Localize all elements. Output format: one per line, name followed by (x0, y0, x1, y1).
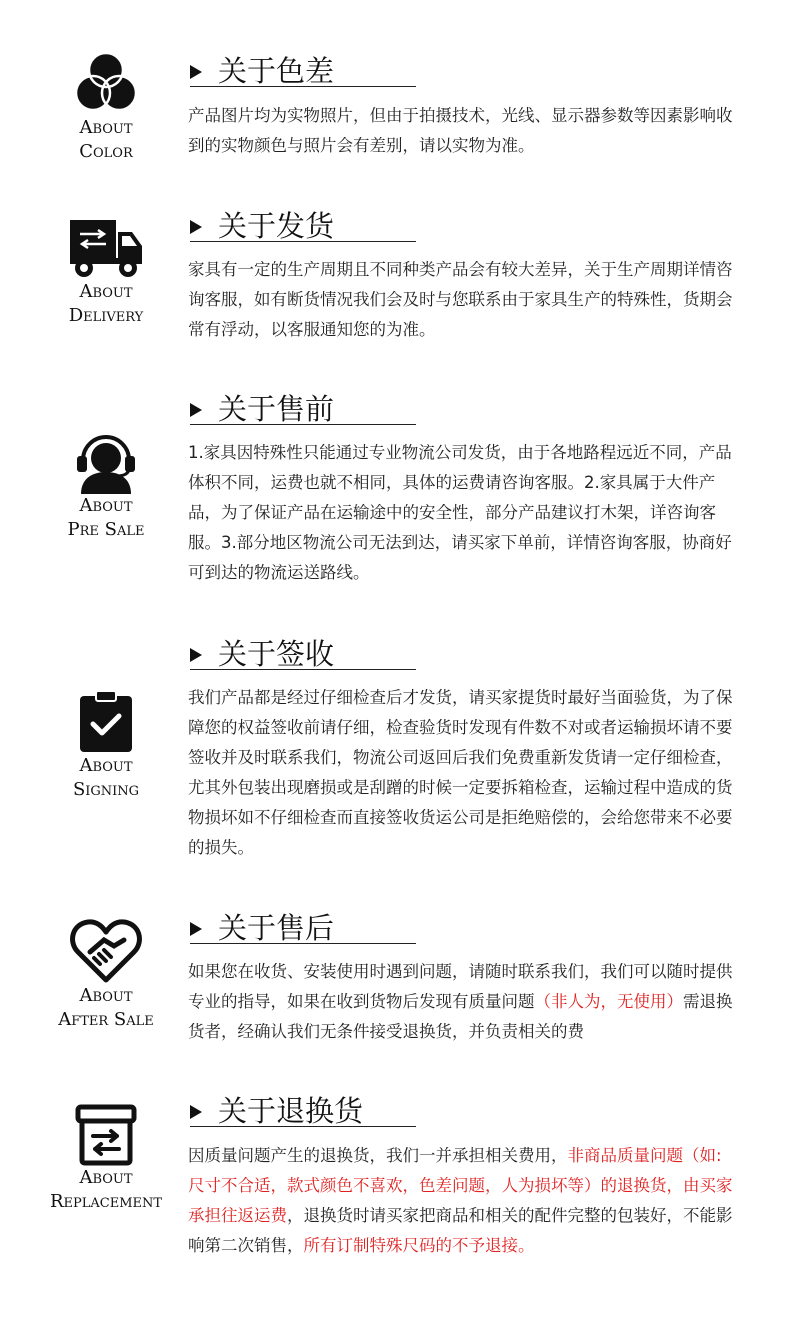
triangle-bullet-icon (190, 403, 202, 417)
triangle-bullet-icon (190, 922, 202, 936)
section-body: 因质量问题产生的退换货，我们一并承担相关费用，非商品质量问题（如:尺寸不合适，款式颜色不喜欢，色差问题，人为损坏等）的退换货，由买家承担往返运费，退换货时请买家把商品和相关的配件完整的包装好，不能影响第二次销售，所有订制特殊尺码的不予退接。 (188, 1146, 733, 1255)
return-box-icon (75, 1104, 137, 1166)
section-body: 产品图片均为实物照片，但由于拍摄技术，光线、显示器参数等因素影响收到的实物颜色与照片会有差别，请以实物为准。 (188, 106, 733, 155)
about-label: About (79, 117, 133, 138)
replacement-label: Replacement (49, 1191, 163, 1212)
about-color-badge (40, 50, 172, 164)
about-label: About (79, 755, 133, 776)
about-label: About (79, 495, 133, 516)
about-label: About (79, 985, 133, 1006)
section-title: 关于退换货 (218, 1094, 364, 1128)
section-heading (190, 912, 416, 944)
about-replacement-badge (40, 1104, 172, 1214)
section-heading (190, 1095, 416, 1127)
section-title: 关于签收 (218, 637, 335, 671)
signing-label: Signing (72, 779, 140, 800)
about-label: About (79, 281, 133, 302)
section-body: 1.家具因特殊性只能通过专业物流公司发货，由于各地路程远近不同，产品体积不同，运费也就不相同，具体的运费请咨询客服。2.家具属于大件产品，为了保证产品在运输途中的安全性，部分产品建议打木架，详咨询客服。3.部分地区物流公司无法到达，请买家下单前，详情咨询客服，协商好可到达的物流运送路线。 (188, 443, 732, 582)
three-circles-icon (73, 50, 139, 116)
section-body: 如果您在收货、安装使用时遇到问题，请随时联系我们，我们可以随时提供专业的指导，如果在收到货物后发现有质量问题（非人为，无使用）需退换货者，经确认我们无条件接受退换货，并负责相关的费 (188, 962, 733, 1041)
about-delivery-badge (40, 218, 172, 328)
about-pre-sale-badge (40, 430, 172, 542)
delivery-truck-icon (68, 218, 144, 280)
about-after-sale-badge (40, 918, 172, 1032)
section-title: 关于售后 (218, 911, 335, 945)
section-heading (190, 393, 416, 425)
about-signing-badge (40, 690, 172, 802)
section-title: 关于色差 (218, 54, 335, 88)
after-sale-label: After Sale (58, 1009, 154, 1030)
about-label: About (79, 1167, 133, 1188)
section-heading (190, 210, 416, 242)
delivery-label: Delivery (68, 305, 144, 326)
section-heading (190, 638, 416, 670)
triangle-bullet-icon (190, 648, 202, 662)
section-title: 关于发货 (218, 209, 335, 243)
headset-agent-icon (73, 430, 139, 494)
triangle-bullet-icon (190, 220, 202, 234)
section-heading (190, 55, 416, 87)
heart-handshake-icon (70, 918, 142, 984)
color-label: Color (79, 141, 133, 162)
triangle-bullet-icon (190, 65, 202, 79)
clipboard-check-icon (78, 690, 134, 754)
section-body: 我们产品都是经过仔细检查后才发货，请买家提货时最好当面验货，为了保障您的权益签收前请仔细，检查验货时发现有件数不对或者运输损坏请不要签收并及时联系我们，物流公司返回后我们免费重新发货请一定仔细检查，尤其外包装出现磨损或是刮蹭的时候一定要拆箱检查，运输过程中造成的货物损坏如不仔细检查而直接签收货运公司是拒绝赔偿的，会给您带来不必要的损失。 (188, 688, 733, 857)
highlight-text: 非商品质量问题（如:尺寸不合适，款式颜色不喜欢，色差问题，人为损坏等）的退换货，由买家承担往返运费 (188, 1146, 733, 1225)
triangle-bullet-icon (190, 1105, 202, 1119)
highlight-text: （非人为，无使用） (534, 992, 683, 1011)
highlight-text: 所有订制特殊尺码的不予退接。 (303, 1236, 535, 1255)
pre-sale-label: Pre Sale (67, 519, 145, 540)
section-body: 家具有一定的生产周期且不同种类产品会有较大差异，关于生产周期详情咨询客服，如有断货情况我们会及时与您联系由于家具生产的特殊性，货期会常有浮动，以客服通知您的为准。 (188, 260, 733, 339)
section-title: 关于售前 (218, 392, 335, 426)
